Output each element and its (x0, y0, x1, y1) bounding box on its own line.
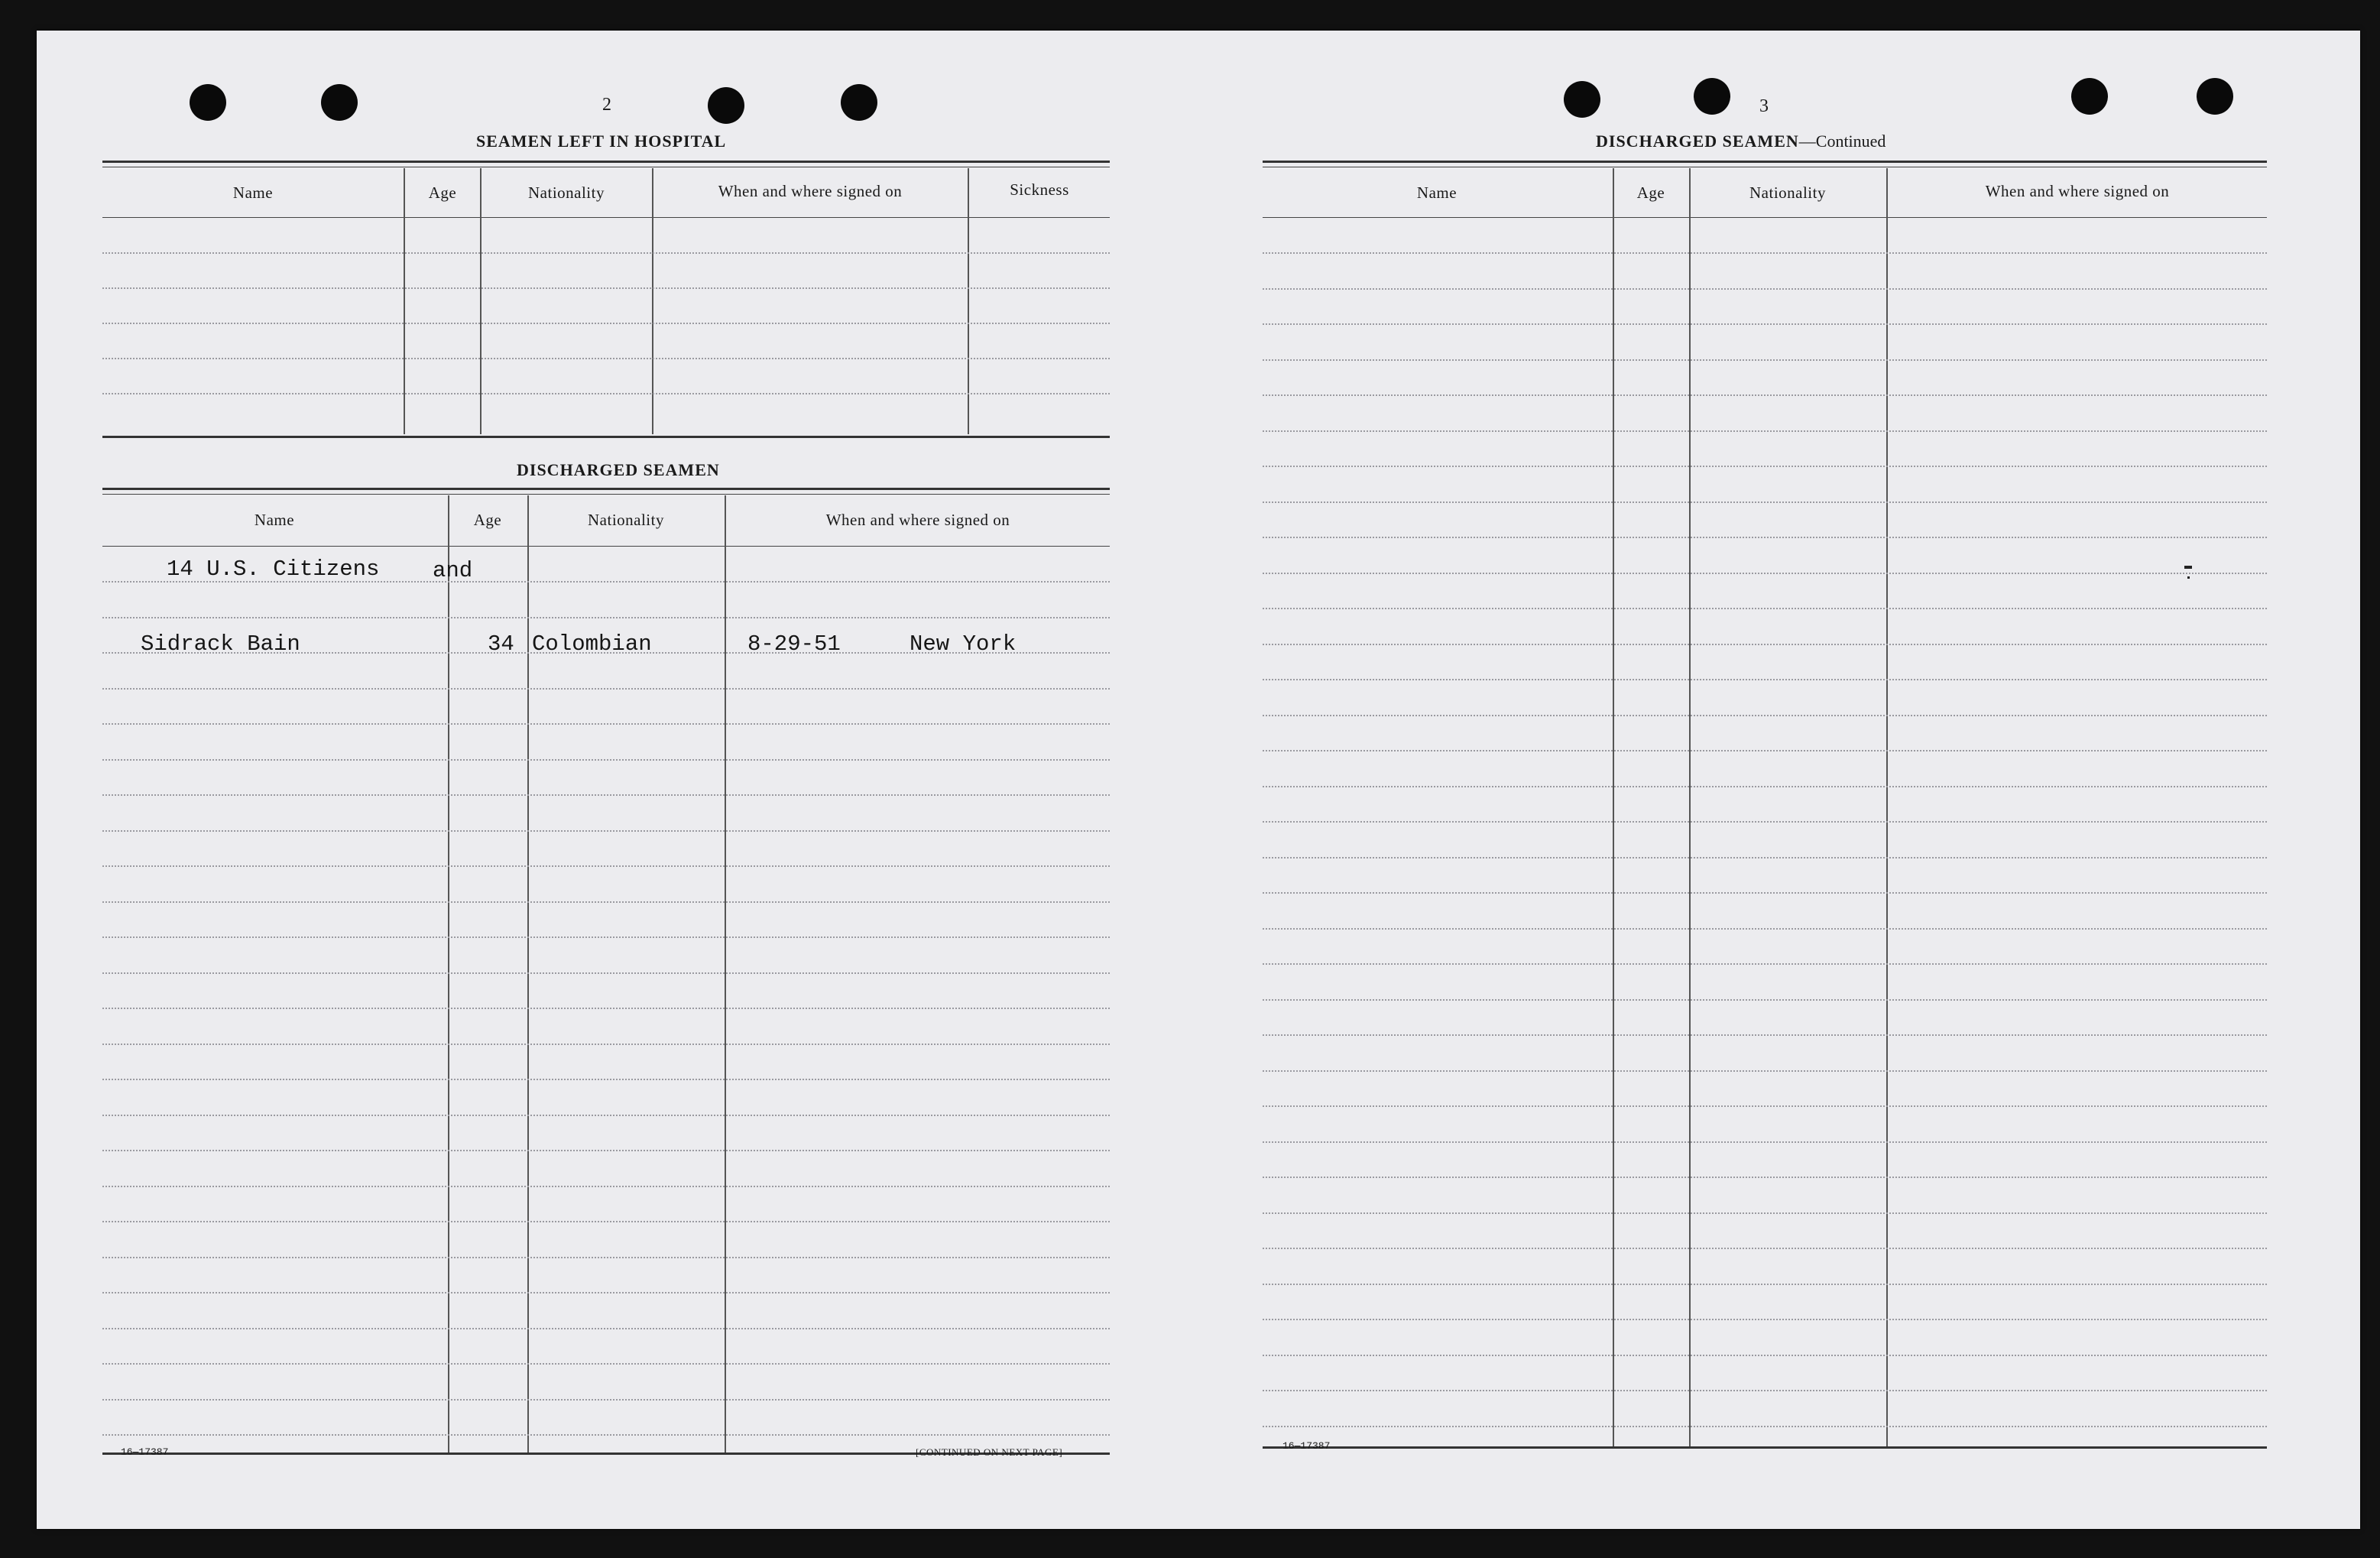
ruled-line (102, 688, 1110, 690)
typed-entry-extra-row1: and (433, 558, 473, 583)
hospital-top-rule (102, 161, 1110, 163)
hospital-col-sickness: Sickness (1010, 180, 1069, 199)
punch-hole (1694, 78, 1730, 115)
ruled-line (1263, 679, 2267, 680)
ruled-line (102, 1292, 1110, 1293)
ruled-line (102, 1008, 1110, 1009)
hospital-col-nationality: Nationality (528, 183, 605, 202)
typed-entry-age-row2: 34 (488, 631, 514, 657)
ruled-line (1263, 892, 2267, 894)
ruled-line (102, 936, 1110, 938)
page-number: 2 (602, 95, 611, 115)
ruled-line (1263, 323, 2267, 325)
ruled-line (1263, 1177, 2267, 1178)
ruled-line (1263, 537, 2267, 538)
ruled-line (102, 1363, 1110, 1365)
ruled-line (102, 794, 1110, 796)
hospital-col-age: Age (428, 183, 457, 202)
punch-hole (2071, 78, 2108, 115)
ruled-line (1263, 963, 2267, 965)
ruled-line (1263, 1248, 2267, 1249)
ruled-line (102, 723, 1110, 725)
ruled-line (1263, 1141, 2267, 1143)
ruled-line (102, 1079, 1110, 1080)
ruled-line (1263, 501, 2267, 503)
ruled-line (1263, 430, 2267, 432)
typed-entry-date-row2: 8-29-51 (747, 631, 841, 657)
ruled-line (1263, 999, 2267, 1001)
right-col-signed-on: When and where signed on (1985, 182, 2170, 200)
ruled-line (1263, 1070, 2267, 1072)
ruled-line (102, 1257, 1110, 1258)
ruled-line (1263, 928, 2267, 930)
right-title-main: DISCHARGED SEAMEN (1596, 131, 1799, 151)
ruled-line (1263, 608, 2267, 609)
typed-entry-name-row1: 14 U.S. Citizens (167, 557, 380, 582)
discharged-col-signed-on: When and where signed on (825, 511, 1010, 529)
ruled-line (1263, 786, 2267, 787)
ruled-line (1263, 857, 2267, 859)
hospital-col-name: Name (232, 183, 274, 202)
right-col-name: Name (1416, 183, 1458, 202)
ruled-line (102, 1221, 1110, 1222)
ruled-line (1263, 573, 2267, 574)
typed-entry-place-row2: New York (910, 631, 1017, 657)
ruled-line (102, 1328, 1110, 1329)
ruled-line (102, 972, 1110, 974)
ink-speck (2187, 576, 2190, 579)
discharged-col-name: Name (254, 511, 295, 529)
hospital-section-title: SEAMEN LEFT IN HOSPITAL (476, 131, 727, 151)
ruled-line (1263, 288, 2267, 290)
punch-hole (2197, 78, 2233, 115)
typed-entry-nationality-row2: Colombian (532, 631, 652, 657)
ruled-line (1263, 715, 2267, 716)
punch-hole (190, 84, 226, 121)
discharged-col-nationality: Nationality (588, 511, 664, 529)
ruled-line (102, 617, 1110, 618)
right-col-age: Age (1636, 183, 1665, 202)
ruled-line (1263, 252, 2267, 254)
ruled-line (1263, 1034, 2267, 1036)
continued-note: [CONTINUED ON NEXT PAGE] (916, 1446, 1063, 1458)
ruled-line (102, 1044, 1110, 1045)
right-section-title (1596, 131, 1886, 151)
ruled-line (102, 865, 1110, 867)
ruled-line (1263, 466, 2267, 467)
ruled-line (102, 1115, 1110, 1116)
ruled-line (1263, 1319, 2267, 1320)
punch-hole (841, 84, 877, 121)
ruled-line (102, 1150, 1110, 1151)
ruled-line (1263, 394, 2267, 396)
ruled-line (1263, 821, 2267, 823)
ruled-line (1263, 359, 2267, 361)
ruled-line (1263, 1105, 2267, 1107)
typed-entry-name-row2: Sidrack Bain (141, 631, 300, 657)
form-number: 16—17387 (121, 1446, 169, 1458)
ruled-line (102, 1434, 1110, 1436)
right-bottom-rule (1263, 1446, 2267, 1449)
discharged-header-rule (102, 546, 1110, 547)
ruled-line (1263, 1212, 2267, 1214)
discharged-col-age: Age (473, 511, 502, 529)
ruled-line (102, 830, 1110, 832)
right-title-suffix: —Continued (1798, 131, 1886, 151)
ruled-line (1263, 750, 2267, 751)
ruled-line (1263, 1284, 2267, 1285)
ruled-line (1263, 1355, 2267, 1356)
hospital-header-rule (102, 217, 1110, 218)
hospital-col-signed-on: When and where signed on (718, 182, 903, 200)
right-col-nationality: Nationality (1749, 183, 1826, 202)
right-top-rule (1263, 161, 2267, 163)
ruled-line (1263, 644, 2267, 645)
right-header-rule (1263, 217, 2267, 218)
ruled-line (1263, 1426, 2267, 1427)
punch-hole (1564, 81, 1600, 118)
document-sheet (37, 31, 2360, 1529)
ruled-line (102, 901, 1110, 903)
ruled-line (102, 1186, 1110, 1187)
discharged-top-rule (102, 488, 1110, 490)
ruled-line (102, 759, 1110, 761)
ruled-line (102, 1399, 1110, 1401)
ink-speck (2184, 566, 2192, 569)
hospital-bottom-rule (102, 436, 1110, 438)
punch-hole (708, 87, 744, 124)
page-number: 3 (1759, 96, 1769, 116)
ruled-line (1263, 1390, 2267, 1391)
form-number: 16—17387 (1282, 1440, 1331, 1452)
punch-hole (321, 84, 358, 121)
discharged-section-title: DISCHARGED SEAMEN (517, 460, 720, 479)
